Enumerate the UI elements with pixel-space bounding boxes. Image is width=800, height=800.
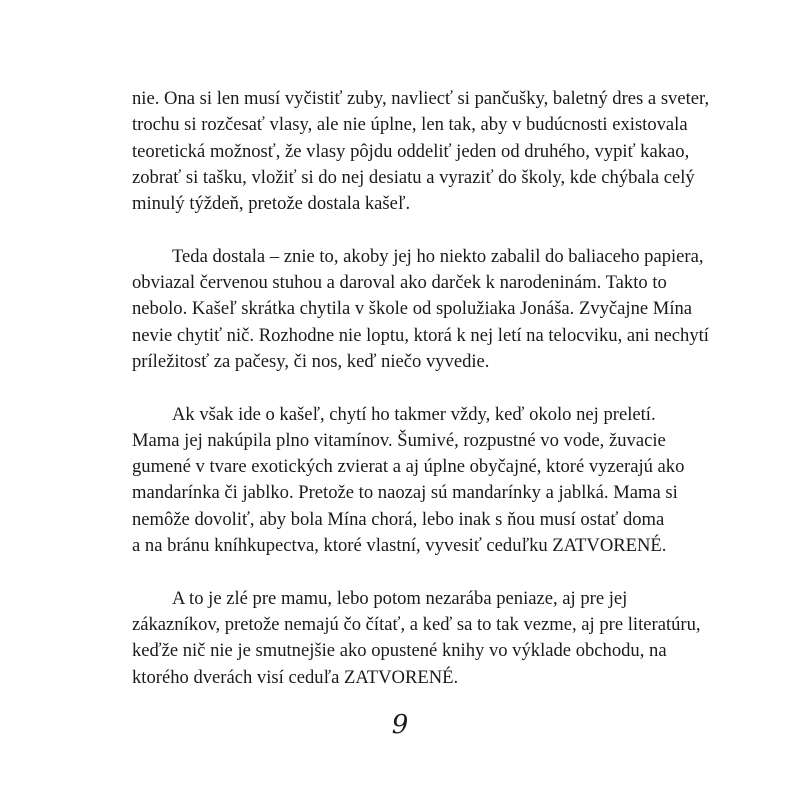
text-line: trochu si rozčesať vlasy, ale nie úplne, len tak, aby v budúcnosti existovala xyxy=(132,114,688,136)
paragraph-2 xyxy=(132,244,709,375)
text-line: Mama jej nakúpila plno vitamínov. Šumivé, rozpustné vo vode, žuvacie xyxy=(132,429,666,451)
paragraph-4 xyxy=(132,586,701,691)
text-line: nemôže dovoliť, aby bola Mína chorá, lebo inak s ňou musí ostať doma xyxy=(132,508,665,530)
text-line: ktorého dverách visí ceduľa ZATVORENÉ. xyxy=(132,666,459,688)
text-line: minulý týždeň, pretože dostala kašeľ. xyxy=(132,193,411,215)
paragraph-3 xyxy=(132,402,692,560)
text-line: a na bránu kníhkupectva, ktoré vlastní, vyvesiť ceduľku ZATVORENÉ. xyxy=(132,535,667,557)
text-line: Teda dostala – znie to, akoby jej ho niekto zabalil do baliaceho papiera, xyxy=(172,245,704,267)
text-line: zákazníkov, pretože nemajú čo čítať, a keď sa to tak vezme, aj pre literatúru, xyxy=(132,613,701,635)
text-line: keďže nič nie je smutnejšie ako opustené knihy vo výklade obchodu, na xyxy=(132,640,667,662)
text-line: A to je zlé pre mamu, lebo potom nezarába peniaze, aj pre jej xyxy=(172,587,628,609)
page-number: 9 xyxy=(391,710,409,740)
text-line: teoretická možnosť, že vlasy pôjdu oddeliť jeden od druhého, vypiť kakao, xyxy=(132,140,690,162)
body-text xyxy=(132,86,710,717)
text-line: Ak však ide o kašeľ, chytí ho takmer vždy, keď okolo nej preletí. xyxy=(172,403,656,425)
paragraph-1 xyxy=(132,86,710,217)
text-line: príležitosť za pačesy, či nos, keď niečo vyvedie. xyxy=(132,350,490,372)
text-line: nebolo. Kašeľ skrátka chytila v škole od spolužiaka Jonáša. Zvyčajne Mína xyxy=(132,298,693,320)
text-line: nie. Ona si len musí vyčistiť zuby, navliecť si pančušky, baletný dres a sveter, xyxy=(132,88,710,109)
text-line: zobrať si tašku, vložiť si do nej desiatu a vyraziť do školy, kde chýbala celý xyxy=(132,166,695,188)
text-line: obviazal červenou stuhou a daroval ako darček k narodeninám. Takto to xyxy=(132,272,667,294)
text-line: nevie chytiť nič. Rozhodne nie loptu, ktorá k nej letí na telocviku, ani nechytí xyxy=(132,324,709,346)
text-line: mandarínka či jablko. Pretože to naozaj sú mandarínky a jablká. Mama si xyxy=(132,482,678,504)
text-line: gumené v tvare exotických zvierat a aj úplne obyčajné, ktoré vyzerajú ako xyxy=(132,456,685,478)
